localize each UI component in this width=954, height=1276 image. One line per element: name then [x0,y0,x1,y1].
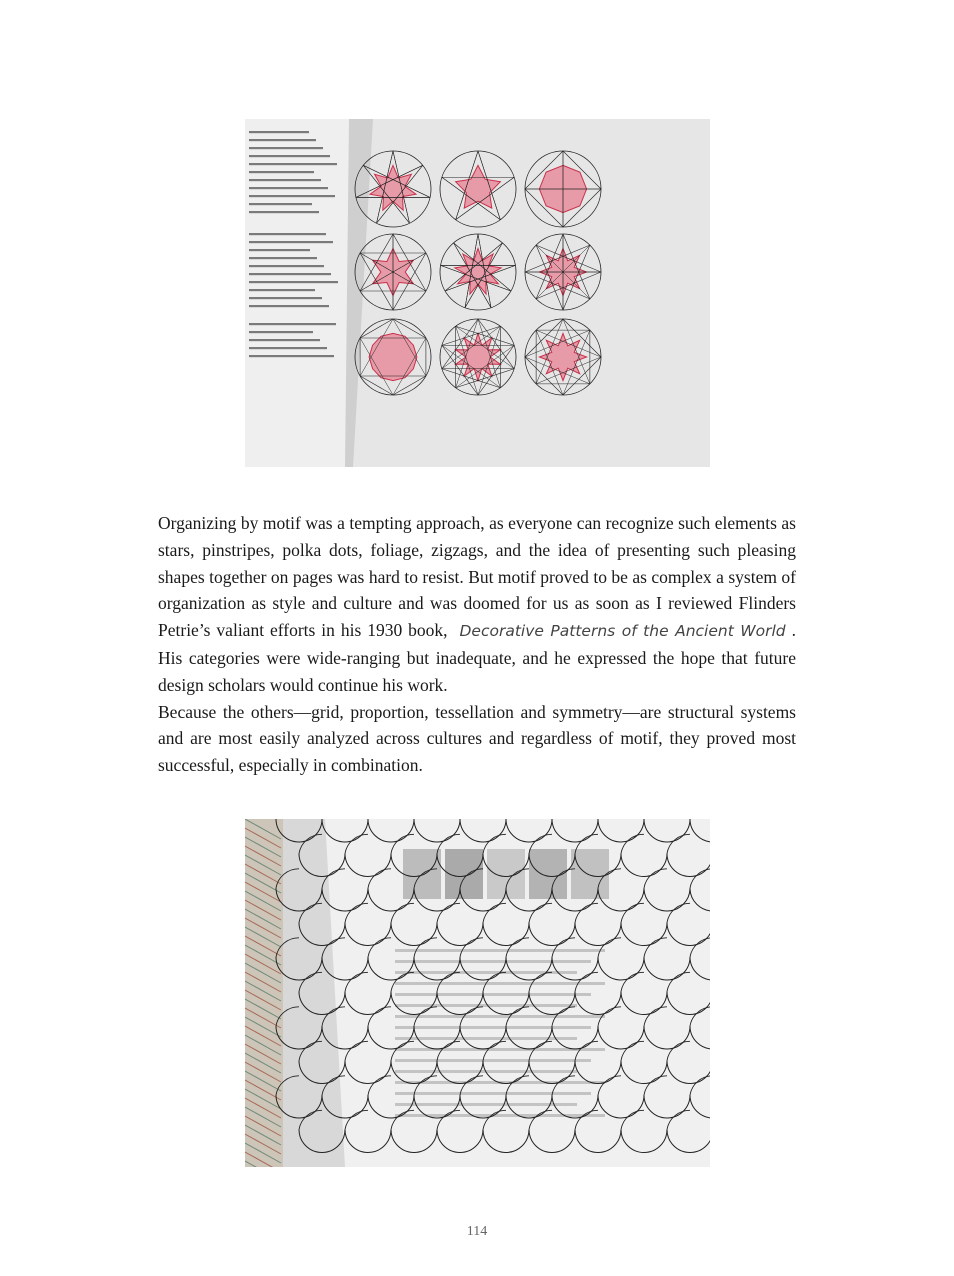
text-line [249,249,310,251]
red-star-shape [539,333,586,380]
faint-text-line [395,982,605,985]
faint-text-line [395,1015,605,1018]
text-line [249,155,330,157]
text-line [249,281,338,283]
text-line [249,211,319,213]
faint-text-line [395,1048,605,1051]
book-title: Decorative Patterns of the Ancient World [459,622,786,641]
text-line [249,131,309,133]
text-line [249,257,317,259]
faint-text-line [395,993,591,996]
text-line [249,195,335,197]
star-pattern-grid [355,151,601,395]
swatch-2 [445,849,483,899]
page-number: 114 [466,1224,488,1239]
text-line [249,163,337,165]
faint-text-line [395,1059,591,1062]
swatch-4 [529,849,567,899]
text-line [249,171,314,173]
text-line [249,241,333,243]
text-line [249,331,313,333]
tessellation-overlay-figure [245,819,710,1167]
text-line [249,323,336,325]
faint-text-line [395,949,605,952]
text-line [249,139,316,141]
text-line [249,347,327,349]
text-line [249,273,331,275]
geometric-star-patterns-figure [245,119,710,467]
text-line [249,187,328,189]
text-line [249,233,326,235]
star-pattern [525,234,601,310]
text-line [249,355,334,357]
faint-text-line [395,1026,591,1029]
faint-text-line [395,1004,577,1007]
text-line [249,265,324,267]
text-line [249,203,312,205]
faint-text-line [395,1037,577,1040]
swatch-5 [571,849,609,899]
text-line [249,297,322,299]
star-pattern [525,319,601,395]
text-line [249,289,315,291]
text-line [249,147,323,149]
text-line [249,179,321,181]
paragraph-motif: Organizing by motif was a tempting approach, as everyone can recognize such elements as stars, pinstripes, polka dots, foliage, zigzags, and the idea of presenting such pleasing shapes together on pages was hard to resist. But motif proved to be as complex a system of organization as style and culture and was doomed for us as soon as I reviewed Flinders Petrie’s valiant efforts in his 1930 book, Decorative Patterns of the Ancient World . His categories were wide-ranging but inadequate, and he expressed the hope that future design scholars would continue his work. [158,513,796,695]
text-line [249,339,320,341]
photo-geometric-star-patterns [245,119,710,467]
faint-text-line [395,1092,591,1095]
text-line [249,305,329,307]
photo-tessellation-overlay [245,819,710,1167]
star-pattern [525,151,601,227]
body-text [158,510,796,779]
paragraph-structural-systems: Because the others—grid, proportion, tessellation and symmetry—are structural systems and are most easily analyzed across cultures and regardless of motif, they proved most successful, especially in combination. [158,701,796,776]
faint-text-line [395,960,591,963]
